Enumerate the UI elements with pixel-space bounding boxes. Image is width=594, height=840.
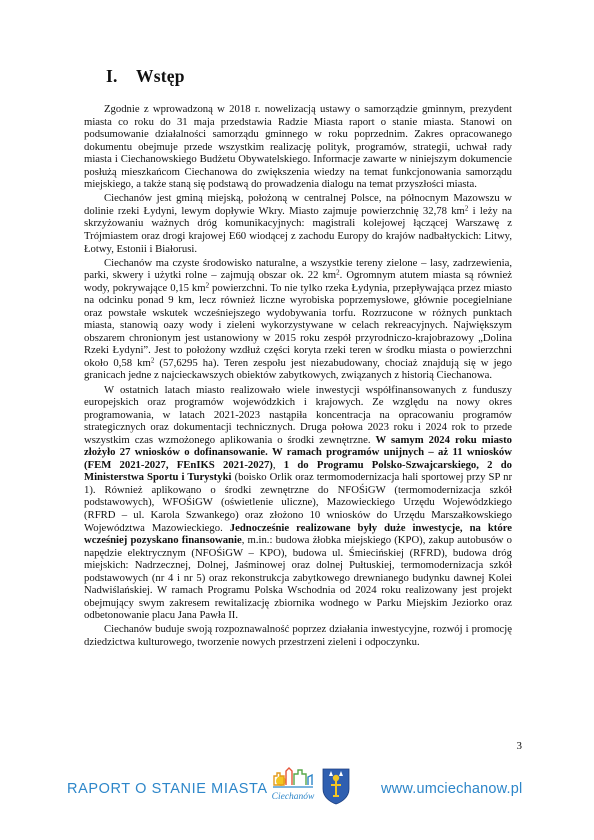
superscript: 2 xyxy=(205,281,210,290)
text-run: powierzchni. To nie tylko rzeka Łydynia, przepływająca przez miasto na odcinku ponad 9 km, lecz również liczne wyrobiska poprzemysłowe, głównie pocegielniane oraz powstałe wskutek wcześniejszego wydobywania torfu. Rozrzucone w różnych punktach miasta, stanowią oazy wody i zieleni wykorzystywane w celach rekreacyjnych. Największym obszarem chronionym jest ustanowiony w 2015 roku zespół przyrodniczo-krajobrazowy „Dolina Rzeki Łydyni”. Jest to położony wzdłuż części koryta rzeki teren w środku miasta o powierzchni około 0,58 km xyxy=(84,281,513,369)
text-run: (57,6295 ha). Teren zespołu jest niezabudowany, chociaż znajdują się w jego granicach jedne z najcieckawszych obiektów zabytkowych, związanych z historią Ciechanowa. xyxy=(84,356,512,382)
body-text xyxy=(84,103,512,649)
coat-of-arms-icon xyxy=(321,767,351,805)
paragraph xyxy=(84,103,512,191)
bold-text: 1 do Programu Polsko-Szwajcarskiego, 2 do Ministerstwa Sportu i Turystyki xyxy=(84,458,513,484)
section-title: Wstęp xyxy=(136,66,185,86)
city-logo-icon xyxy=(271,765,315,805)
text-run: . Ogromnym atutem miasta są również wody, pokrywające 0,15 km xyxy=(84,269,512,294)
footer-website-link[interactable]: www.umciechanow.pl xyxy=(381,781,523,797)
superscript: 2 xyxy=(336,268,340,277)
section-heading xyxy=(106,66,185,87)
superscript: 2 xyxy=(464,204,469,213)
bold-text: Jednocześnie realizowane były duże inwestycje, na które wcześniej pozyskano finansowanie xyxy=(84,521,512,547)
paragraph xyxy=(84,257,512,382)
paragraph xyxy=(84,384,512,622)
page-footer xyxy=(0,765,594,825)
section-number: I. xyxy=(106,66,118,86)
city-logo-text: Ciechanów xyxy=(271,792,315,802)
footer-report-title: RAPORT O STANIE MIASTA xyxy=(67,781,268,797)
text-run: W ostatnich latach miasto realizowało wiele inwestycji współfinansowanych z funduszy europejskich oraz programów wojewódzkich i krajowych. Ze względu na nowy okres programowania, w latach 2021-2023 nastąpiła koncentracja na opracowaniu programów strategicznych oraz dokumentacji technicznych. Druga połowa 2023 roku i 2024 rok to przede wszystkim czas wzmożonego aplikowania o środki zewnętrzne. xyxy=(84,383,512,446)
bold-text: W samym 2024 roku miasto złożyło 27 wniosków o dofinansowanie. W ramach programów unijnych – aż 11 wniosków (FEM 2021-2027, FEnIKS 2021-2027) xyxy=(84,433,512,471)
text-run: i leży na skrzyżowaniu ważnych dróg komunikacyjnych: magistrali kolejowej łączącej Warszawę z Trójmiastem oraz drogi krajowej E60 wiodącej z zachodu Europy do krajów nadbałtyckich: Litwy, Łotwy, Estonii i Białorusi. xyxy=(84,204,513,255)
page-number: 3 xyxy=(516,740,522,752)
text-run: (boisko Orlik oraz termomodernizacja hali sportowej przy SP nr 1). Również aplikowano o środki zewnętrzne do NFOŚiGW (termomodernizacja szkół podstawowych), WFOŚiGW (oświetlenie uliczne), Mazowieckiego Urzędu Wojewódzkiego (RFRD – ul. Karola Szwankego) oraz złożono 10 wniosków do Urzędu Marszałkowskiego Województwa Mazowieckiego. xyxy=(84,471,512,534)
superscript: 2 xyxy=(150,356,155,365)
paragraph xyxy=(84,192,512,255)
text-run: , m.in.: budowa żłobka miejskiego (KPO), zakup autobusów o napędzie elektrycznym (NFOŚiGW – KPO), budowa ul. Śmiecińskiej (RFRD), budowa dróg miejskich: Nadrzecznej, Dolnej, Jaśminowej oraz dolnej Pułtuskiej, termomodernizacja szkół podstawowych (nr 4 i nr 5) oraz rekonstrukcja zabytkowego drewnianego budynku dawnej Kolei Nadwiślańskiej. W ramach Programu Polska Wschodnia od 2024 roku realizowany jest projekt obejmujący swym zakresem rewitalizację zbiornika wodnego w Parku Miejskim Jeziorko oraz odbetonowanie placu Jana Pawła II. xyxy=(84,534,512,622)
paragraph xyxy=(84,623,512,648)
text-run: , xyxy=(272,458,284,471)
text-run: Ciechanów jest gminą miejską, położoną w centralnej Polsce, na północnym Mazowszu w dolinie rzeki Łydyni, lewym dopływie Wkry. Miasto zajmuje powierzchnię 32,78 km xyxy=(84,192,512,217)
text-run: Zgodnie z wprowadzoną w 2018 r. nowelizacją ustawy o samorządzie gminnym, prezydent miasta co roku do 31 maja przedstawia Radzie Miasta raport o stanie miasta. Stanowi on podsumowanie działalności samorządu gminnego w roku poprzednim. Zakres opracowanego dokumentu obejmuje przede wszystkim realizację polityk, programów, strategii, uchwał rady miasta i Ciechanowskiego Budżetu Obywatelskiego. Informacje zawarte w niniejszym dokumencie posłużą mieszkańcom Ciechanowa do zwiększenia wiedzy na temat funkcjonowania samorządu miejskiego, a także staną się podstawą do prowadzenia dialogu na temat przyszłości miasta. xyxy=(84,103,512,191)
text-run: Ciechanów buduje swoją rozpoznawalność poprzez działania inwestycyjne, rozwój i promocję dziedzictwa kulturowego, tworzenie nowych przestrzeni zieleni i odpoczynku. xyxy=(84,623,512,648)
text-run: Ciechanów ma czyste środowisko naturalne, a wszystkie tereny zielone – lasy, zadrzewienia, parki, skwery i użytki rolne – zajmują obszar ok. 22 km xyxy=(84,256,512,282)
